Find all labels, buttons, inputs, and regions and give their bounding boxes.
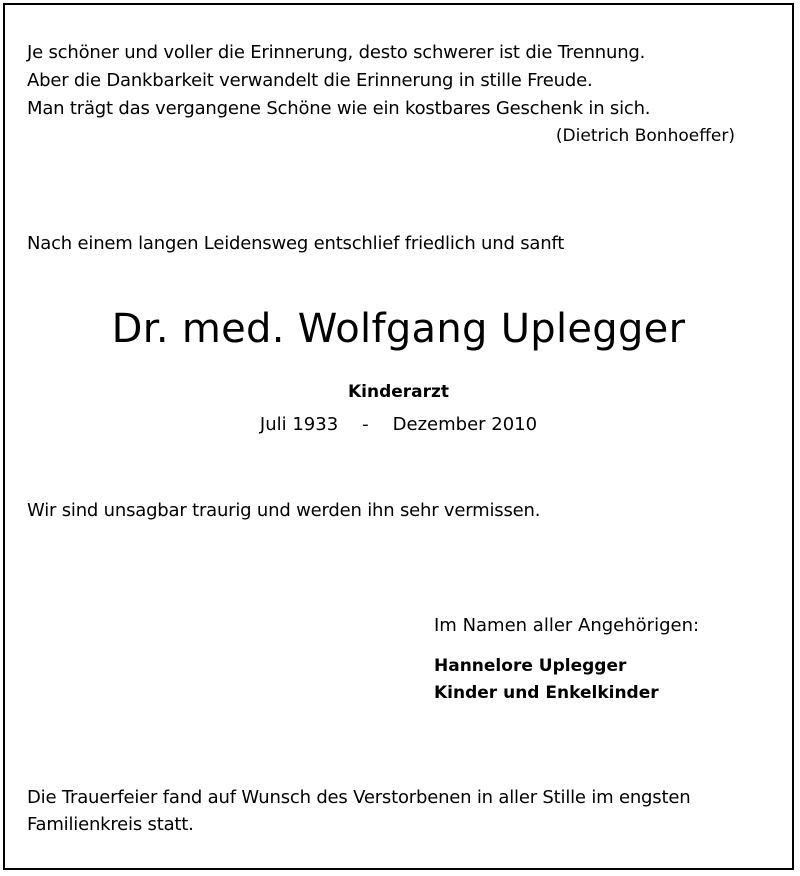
birth-date: Juli 1933 — [259, 414, 339, 435]
signoff-intro: Im Namen aller Angehörigen: — [434, 615, 700, 636]
grief-message: Wir sind unsagbar traurig und werden ihn sehr vermissen. — [27, 500, 541, 521]
signoff-name-1: Hannelore Uplegger — [434, 656, 627, 676]
death-date: Dezember 2010 — [392, 414, 538, 435]
footer-line-2: Familienkreis statt. — [27, 814, 194, 835]
signoff-name-2: Kinder und Enkelkinder — [434, 683, 659, 703]
quote-line-3: Man trägt das vergangene Schöne wie ein kostbares Geschenk in sich. — [27, 98, 651, 119]
life-dates — [5, 412, 792, 438]
quote-line-1: Je schöner und voller die Erinnerung, desto schwerer ist die Trennung. — [27, 42, 646, 63]
intro-text: Nach einem langen Leidensweg entschlief friedlich und sanft — [27, 233, 565, 254]
footer-line-1: Die Trauerfeier fand auf Wunsch des Verstorbenen in aller Stille im engsten — [27, 787, 691, 808]
quote-line-2: Aber die Dankbarkeit verwandelt die Erinnerung in stille Freude. — [27, 70, 593, 91]
quote-author: (Dietrich Bonhoeffer) — [555, 126, 735, 146]
profession: Kinderarzt — [347, 382, 450, 402]
obituary-notice — [3, 3, 794, 870]
date-separator: - — [362, 414, 369, 435]
deceased-name: Dr. med. Wolfgang Uplegger — [111, 306, 686, 352]
